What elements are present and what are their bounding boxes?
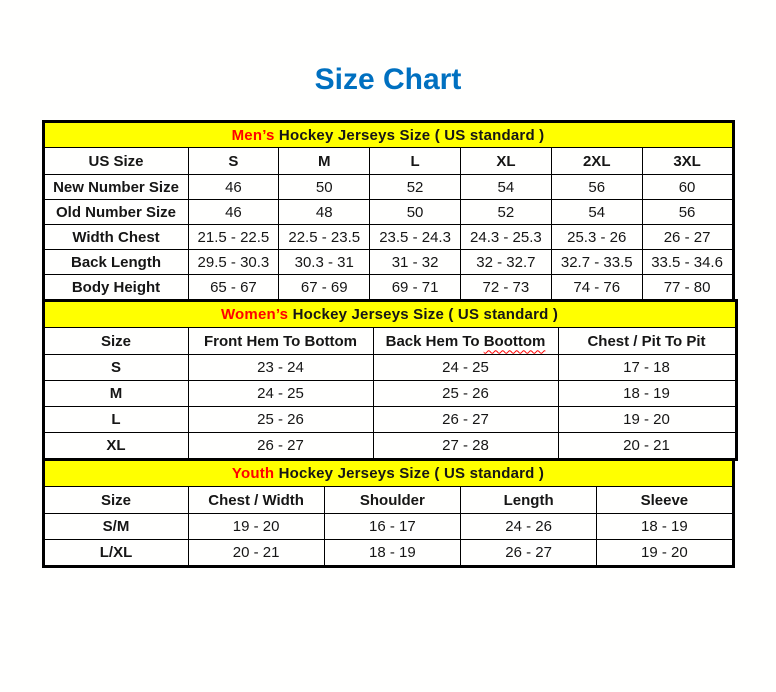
size-value-cell: 25 - 26 [373, 381, 558, 407]
size-value-cell: 30.3 - 31 [279, 250, 370, 275]
column-header-text: Back Hem To [385, 332, 484, 350]
column-header: Size [43, 328, 188, 355]
size-value-cell: 25.3 - 26 [551, 225, 642, 250]
row-label: S/M [43, 514, 188, 540]
column-header: Chest / Pit To Pit [558, 328, 736, 355]
size-value-cell: 72 - 73 [460, 275, 551, 301]
data-row [43, 407, 736, 433]
size-value-cell: 26 - 27 [188, 433, 373, 460]
misspelled-word: Boottom [483, 332, 546, 350]
youth-size-table [42, 458, 735, 568]
data-row [43, 250, 733, 275]
column-header: 2XL [551, 148, 642, 175]
size-value-cell: 54 [460, 175, 551, 200]
size-value-cell: 24 - 25 [373, 355, 558, 381]
size-value-cell: 25 - 26 [188, 407, 373, 433]
section-band [43, 460, 733, 487]
column-header: Chest / Width [188, 487, 324, 514]
row-label: L/XL [43, 540, 188, 567]
column-header: Front Hem To Bottom [188, 328, 373, 355]
section-band-text: Hockey Jerseys Size ( US standard ) [288, 306, 559, 323]
size-value-cell: 19 - 20 [558, 407, 736, 433]
header-row [43, 148, 733, 175]
section-band-text: Hockey Jerseys Size ( US standard ) [274, 465, 545, 482]
data-row [43, 225, 733, 250]
size-value-cell: 56 [642, 200, 733, 225]
section-band-highlight: Men’s [231, 126, 275, 144]
header-row [43, 487, 733, 514]
section-band-highlight: Youth [231, 465, 275, 482]
data-row [43, 381, 736, 407]
column-header [373, 328, 558, 355]
column-header: XL [460, 148, 551, 175]
size-value-cell: 60 [642, 175, 733, 200]
row-label: S [43, 355, 188, 381]
size-value-cell: 17 - 18 [558, 355, 736, 381]
size-value-cell: 20 - 21 [188, 540, 324, 567]
size-value-cell: 52 [370, 175, 461, 200]
size-value-cell: 54 [551, 200, 642, 225]
size-value-cell: 67 - 69 [279, 275, 370, 301]
size-value-cell: 50 [279, 175, 370, 200]
size-value-cell: 26 - 27 [373, 407, 558, 433]
size-value-cell: 48 [279, 200, 370, 225]
section-band-text: Hockey Jerseys Size ( US standard ) [274, 126, 545, 144]
column-header: Size [43, 487, 188, 514]
row-label: XL [43, 433, 188, 460]
column-header: Length [461, 487, 597, 514]
mens-size-table [42, 120, 735, 302]
column-header: M [279, 148, 370, 175]
row-label: Old Number Size [43, 200, 188, 225]
data-row [43, 540, 733, 567]
data-row [43, 355, 736, 381]
size-value-cell: 56 [551, 175, 642, 200]
womens-size-table [42, 299, 738, 461]
size-value-cell: 50 [370, 200, 461, 225]
size-value-cell: 24 - 26 [461, 514, 597, 540]
column-header: US Size [43, 148, 188, 175]
column-header: S [188, 148, 279, 175]
row-label: L [43, 407, 188, 433]
data-row [43, 200, 733, 225]
row-label: New Number Size [43, 175, 188, 200]
size-value-cell: 16 - 17 [324, 514, 460, 540]
size-value-cell: 27 - 28 [373, 433, 558, 460]
section-band [43, 301, 736, 328]
size-value-cell: 69 - 71 [370, 275, 461, 301]
data-row [43, 175, 733, 200]
size-value-cell: 20 - 21 [558, 433, 736, 460]
size-value-cell: 52 [460, 200, 551, 225]
section-band-row [43, 460, 733, 487]
size-value-cell: 32 - 32.7 [460, 250, 551, 275]
section-band-row [43, 301, 736, 328]
size-value-cell: 46 [188, 175, 279, 200]
size-value-cell: 23 - 24 [188, 355, 373, 381]
size-value-cell: 24.3 - 25.3 [460, 225, 551, 250]
size-value-cell: 32.7 - 33.5 [551, 250, 642, 275]
column-header: Sleeve [597, 487, 733, 514]
data-row [43, 514, 733, 540]
section-band-row [43, 122, 733, 148]
size-value-cell: 18 - 19 [597, 514, 733, 540]
size-value-cell: 29.5 - 30.3 [188, 250, 279, 275]
size-value-cell: 26 - 27 [461, 540, 597, 567]
column-header: 3XL [642, 148, 733, 175]
size-value-cell: 22.5 - 23.5 [279, 225, 370, 250]
column-header: Shoulder [324, 487, 460, 514]
data-row [43, 275, 733, 301]
size-value-cell: 24 - 25 [188, 381, 373, 407]
size-value-cell: 19 - 20 [188, 514, 324, 540]
size-value-cell: 21.5 - 22.5 [188, 225, 279, 250]
column-header: L [370, 148, 461, 175]
size-value-cell: 31 - 32 [370, 250, 461, 275]
size-value-cell: 23.5 - 24.3 [370, 225, 461, 250]
row-label: M [43, 381, 188, 407]
row-label: Body Height [43, 275, 188, 301]
size-value-cell: 65 - 67 [188, 275, 279, 301]
header-row [43, 328, 736, 355]
size-value-cell: 26 - 27 [642, 225, 733, 250]
size-value-cell: 33.5 - 34.6 [642, 250, 733, 275]
size-value-cell: 74 - 76 [551, 275, 642, 301]
data-row [43, 433, 736, 460]
size-value-cell: 19 - 20 [597, 540, 733, 567]
size-value-cell: 18 - 19 [558, 381, 736, 407]
section-band [43, 122, 733, 148]
row-label: Back Length [43, 250, 188, 275]
page-title: Size Chart [314, 63, 462, 96]
size-value-cell: 77 - 80 [642, 275, 733, 301]
row-label: Width Chest [43, 225, 188, 250]
size-value-cell: 18 - 19 [324, 540, 460, 567]
section-band-highlight: Women’s [220, 306, 289, 323]
size-tables [42, 120, 735, 568]
size-value-cell: 46 [188, 200, 279, 225]
